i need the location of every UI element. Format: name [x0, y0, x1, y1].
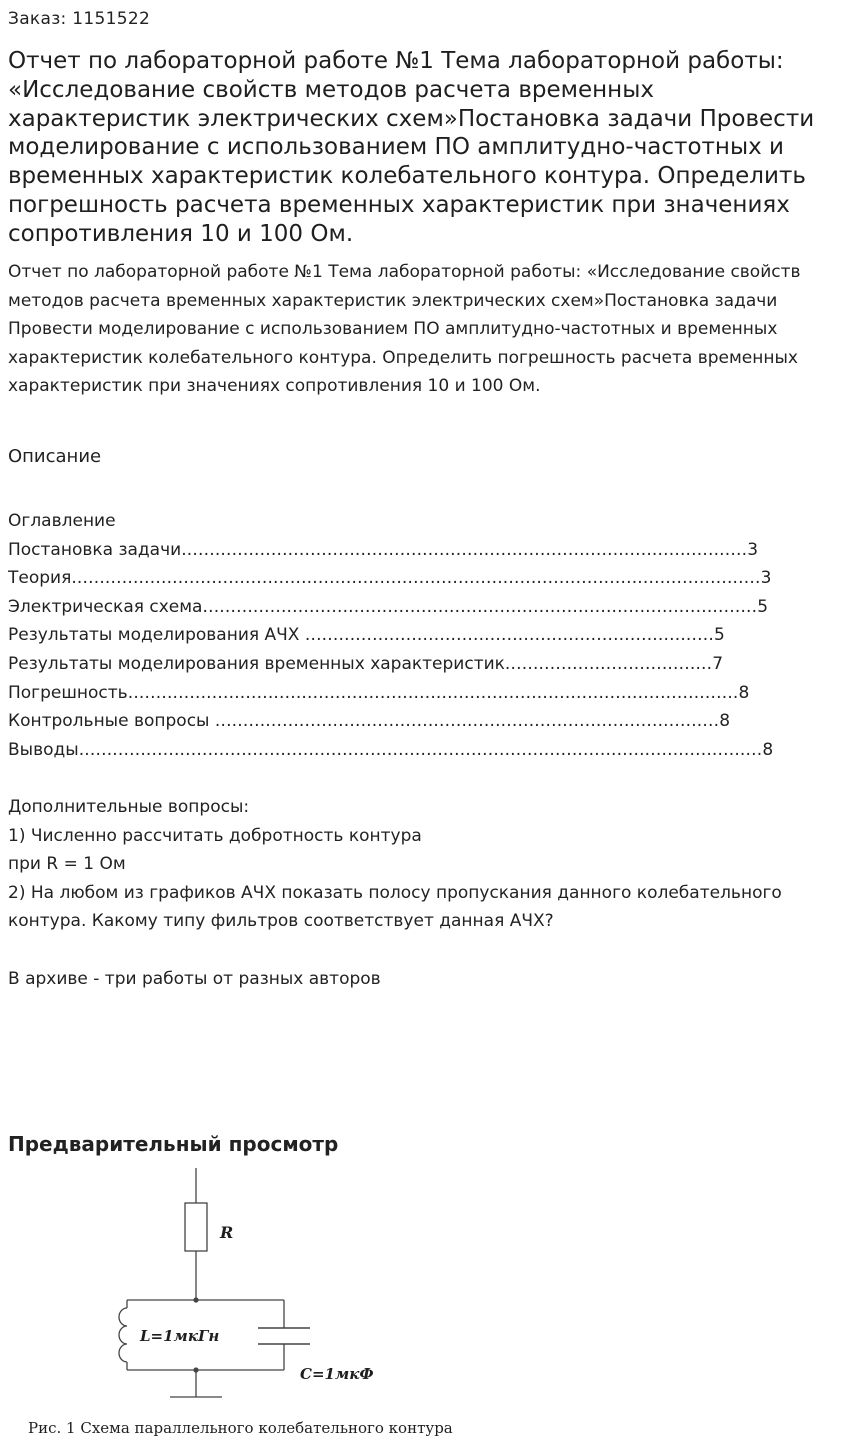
toc-item: Погрешность.............................................................................................................8	[8, 682, 750, 703]
resistor-symbol	[185, 1203, 207, 1251]
archive-note: В архиве - три работы от разных авторов	[8, 968, 381, 989]
toc-item: Контрольные вопросы ..........................................................................................8	[8, 711, 731, 732]
junction-top	[193, 1297, 198, 1302]
blank-line	[8, 936, 838, 965]
toc-item: Теория...........................................................................................................................3	[8, 568, 772, 589]
inductor-label: L=1мкГн	[140, 1327, 220, 1345]
inductor-symbol	[119, 1308, 127, 1362]
capacitor-label: C=1мкФ	[300, 1365, 374, 1383]
additional-questions-heading: Дополнительные вопросы:	[8, 797, 250, 817]
toc-heading: Оглавление	[8, 511, 116, 531]
junction-bottom	[193, 1367, 198, 1372]
additional-questions	[8, 793, 838, 993]
toc-item: Результаты моделирования временных характеристик.....................................7	[8, 653, 724, 674]
description-heading: Описание	[8, 446, 102, 467]
page-title: Отчет по лабораторной работе №1 Тема лабораторной работы: «Исследование свойств методов расчета временных характеристик электрических схем»Постановка задачи Провести моделирование с использованием ПО амплитудно-частотных и временных характеристик колебательного контура. Определить погрешность расчета временных характеристик при значениях сопротивления 10 и 100 Ом.	[8, 48, 815, 247]
toc-item: Результаты моделирования АЧХ .........................................................................5	[8, 625, 725, 646]
circuit-diagram	[0, 1165, 420, 1415]
question-2: 2) На любом из графиков АЧХ показать полосу пропускания данного колебательного контура. Какому типу фильтров соответствует данная АЧХ?	[8, 882, 788, 932]
figure-caption: Рис. 1 Схема параллельного колебательного контура	[28, 1419, 453, 1437]
question-1-condition: при R = 1 Ом	[8, 854, 126, 875]
summary-text: Отчет по лабораторной работе №1 Тема лабораторной работы: «Исследование свойств методов расчета временных характеристик электрических схем»Постановка задачи Провести моделирование с использованием ПО амплитудно-частотных и временных характеристик колебательного контура. Определить погрешность расчета временных характеристик при значениях сопротивления 10 и 100 Ом.	[8, 262, 801, 397]
question-1: 1) Численно рассчитать добротность контура	[8, 825, 422, 846]
toc-item: Выводы..........................................................................................................................8	[8, 739, 774, 760]
resistor-label: R	[220, 1223, 234, 1242]
toc-item: Постановка задачи.....................................................................................................3	[8, 539, 759, 560]
table-of-contents	[8, 507, 838, 764]
toc-item: Электрическая схема...................................................................................................5	[8, 596, 769, 617]
preview-heading: Предварительный просмотр	[8, 1132, 339, 1156]
order-number: Заказ: 1151522	[8, 9, 151, 29]
